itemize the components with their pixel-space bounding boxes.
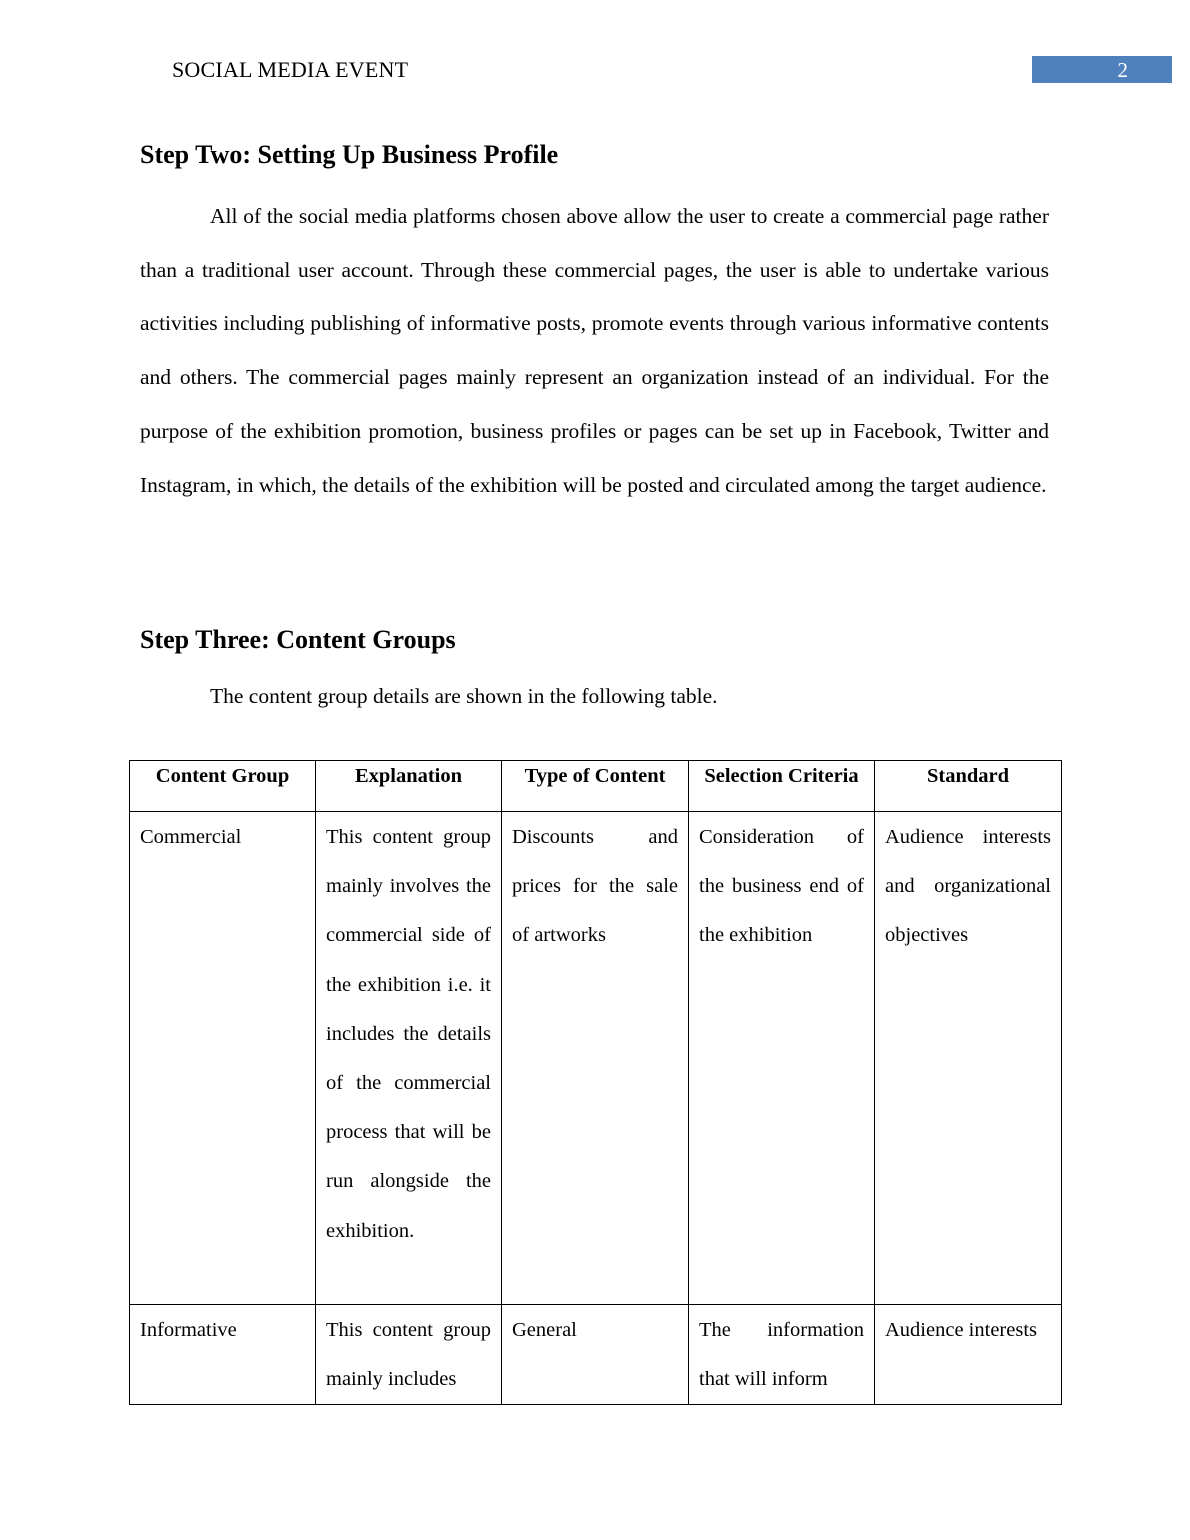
cell-explanation <box>316 1305 502 1405</box>
cell-text: The information that will inform <box>699 1319 864 1391</box>
cell-text: Informative <box>140 1319 237 1341</box>
cell-text: General <box>512 1319 577 1341</box>
table-intro-text: The content group details are shown in the following table. <box>210 684 718 708</box>
section-heading-step-two: Step Two: Setting Up Business Profile <box>140 140 559 169</box>
cell-standard <box>875 1305 1062 1405</box>
cell-content-group <box>130 1305 316 1405</box>
body-paragraph: All of the social media platforms chosen above allow the user to create a commercial page rather than a traditional user account. Through these commercial pages, the user is able to undertake various activities including publishing of informative posts, promote events through various informative contents and others. The commercial pages mainly represent an organization instead of an individual. For the purpose of the exhibition promotion, business profiles or pages can be set up in Facebook, Twitter and Instagram, in which, the details of the exhibition will be posted and circulated among the target audience. <box>140 204 1049 497</box>
header-content-group: Content Group <box>130 761 316 812</box>
page-number: 2 <box>1032 56 1172 83</box>
cell-text: This content group mainly includes <box>326 1319 491 1391</box>
cell-type-of-content <box>502 1305 689 1405</box>
running-header: SOCIAL MEDIA EVENT <box>172 57 409 82</box>
header-type-of-content: Type of Content <box>502 761 689 812</box>
cell-type-of-content: Discounts and prices for the sale of artworks <box>502 812 689 1305</box>
header-selection-criteria: Selection Criteria <box>689 761 875 812</box>
content-group-table <box>129 760 1062 1405</box>
cell-explanation: This content group mainly involves the commercial side of the exhibition i.e. it includes the details of the commercial process that will be run alongside the exhibition. <box>316 812 502 1305</box>
cell-content-group: Commercial <box>130 812 316 1305</box>
cell-selection-criteria: Consideration of the business end of the exhibition <box>689 812 875 1305</box>
cell-selection-criteria <box>689 1305 875 1405</box>
table-row <box>130 812 1062 1305</box>
header-standard: Standard <box>875 761 1062 812</box>
table-header-row <box>130 761 1062 812</box>
cell-text: Audience interests <box>885 1319 1037 1341</box>
cell-standard: Audience interests and organizational objectives <box>875 812 1062 1305</box>
header-explanation: Explanation <box>316 761 502 812</box>
section-heading-step-three: Step Three: Content Groups <box>140 625 456 654</box>
table-row <box>130 1305 1062 1405</box>
